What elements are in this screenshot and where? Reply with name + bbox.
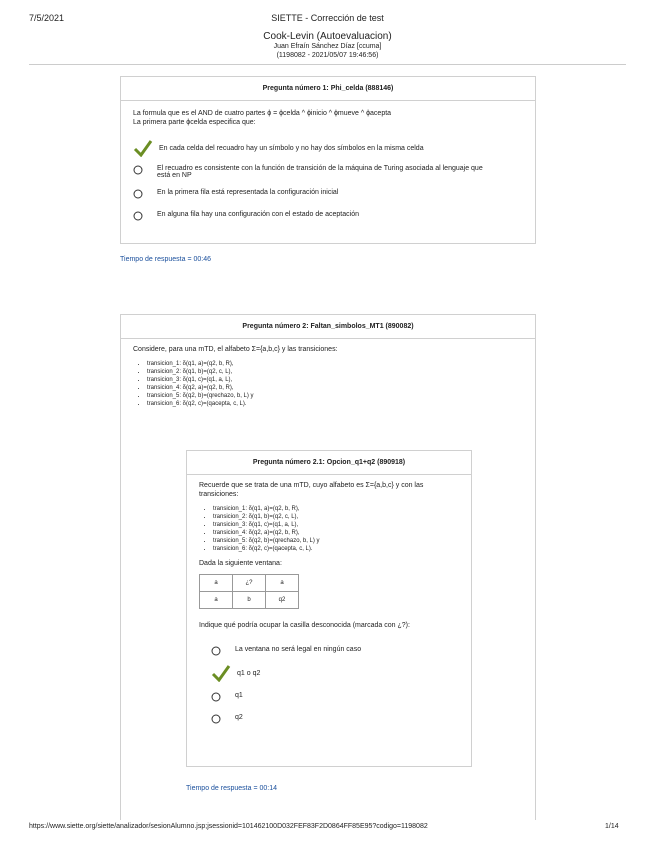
radio-icon[interactable] — [211, 714, 221, 724]
list-item: • transicion_3: δ(q1, c)=(q1, a, L), — [213, 521, 459, 529]
table-cell: ¿? — [233, 575, 266, 592]
question-2-heading: Pregunta número 2: Faltan_simbolos_MT1 (890082) — [121, 315, 535, 339]
radio-icon[interactable] — [211, 646, 221, 656]
page-title: SIETTE - Corrección de test — [271, 13, 384, 23]
table-cell: a — [266, 575, 299, 592]
test-name: Cook-Levin (Autoevaluacion) — [263, 31, 392, 42]
answer-option[interactable] — [211, 714, 459, 724]
response-time: Tiempo de respuesta = 00:46 — [120, 256, 211, 263]
question-1-box — [120, 76, 536, 244]
question-1-text: La formula que es el AND de cuatro partes ϕ = ϕcelda ^ ϕinicio ^ ϕmueve ^ ϕacepta — [133, 110, 392, 117]
correct-check-icon — [211, 664, 231, 682]
question-1-subtext: La primera parte ϕcelda especifica que: — [133, 119, 256, 126]
table-row — [200, 592, 299, 609]
answer-option[interactable] — [211, 664, 459, 682]
list-item: • transicion_6: δ(q2, c)=(qacepta, c, L). — [147, 400, 523, 408]
answer-option-label: q2 — [235, 714, 243, 721]
list-item: • transicion_4: δ(q2, a)=(q2, b, R), — [213, 529, 459, 537]
session-id-date: (1198082 - 2021/05/07 19:46:56) — [276, 52, 379, 59]
radio-icon[interactable] — [133, 165, 143, 175]
answer-option[interactable] — [133, 139, 523, 157]
list-item: • transicion_3: δ(q1, c)=(q1, a, L), — [147, 376, 523, 384]
list-item: • transicion_4: δ(q2, a)=(q2, b, R), — [147, 384, 523, 392]
answer-option-label: En cada celda del recuadro hay un símbolo y no hay dos símbolos en la misma celda — [159, 144, 424, 152]
student-name: Juan Efraín Sánchez Díaz [ccuma] — [273, 43, 382, 50]
correct-check-icon — [133, 139, 153, 157]
answer-option-label: En alguna fila hay una configuración con el estado de aceptación — [157, 211, 359, 218]
list-item: • transicion_5: δ(q2, b)=(qrechazo, b, L) y — [147, 392, 523, 400]
page-number: 1/14 — [605, 823, 619, 830]
list-item: • transicion_2: δ(q1, b)=(q2, c, L), — [213, 513, 459, 521]
table-cell: a — [200, 592, 233, 609]
question-1-heading: Pregunta número 1: Phi_celda (888146) — [121, 77, 535, 101]
print-date: 7/5/2021 — [29, 13, 65, 23]
list-item: • transicion_1: δ(q1, a)=(q2, b, R), — [213, 505, 459, 513]
question-2-1-box — [186, 450, 472, 767]
answer-option[interactable] — [211, 692, 459, 702]
answer-option-label: El recuadro es consistente con la función de transición de la máquina de Turing asociada al lenguaje que está en NP — [157, 165, 483, 179]
answer-option-label: La ventana no será legal en ningún caso — [235, 646, 362, 653]
window-label: Dada la siguiente ventana: — [199, 560, 282, 567]
answer-option-label: En la primera fila está representada la configuración inicial — [157, 189, 339, 196]
answer-option[interactable] — [211, 646, 459, 656]
table-cell: q2 — [266, 592, 299, 609]
table-row — [200, 575, 299, 592]
answer-option[interactable] — [133, 211, 523, 221]
list-item: • transicion_5: δ(q2, b)=(qrechazo, b, L) y — [213, 537, 459, 545]
answer-option-label: q1 — [235, 692, 243, 699]
question-2-1-text: Recuerde que se trata de una mTD, cuyo alfabeto es Σ={a,b,c} y con las transiciones: — [199, 482, 424, 498]
response-time: Tiempo de respuesta = 00:14 — [186, 785, 277, 792]
header-divider — [29, 64, 626, 65]
transition-list — [133, 360, 523, 408]
question-2-text: Considere, para una mTD, el alfabeto Σ={a,b,c} y las transiciones: — [133, 346, 338, 353]
question-prompt: Indique qué podría ocupar la casilla desconocida (marcada con ¿?): — [199, 622, 410, 629]
page-url: https://www.siette.org/siette/analizador/sesionAlumno.jsp;jsessionid=101462100D032FEF83F2D0864FF85E95?codigo=1198082 — [29, 823, 428, 830]
answer-option[interactable] — [133, 165, 523, 179]
radio-icon[interactable] — [211, 692, 221, 702]
window-table — [199, 574, 299, 609]
answer-option[interactable] — [133, 189, 523, 199]
question-2-1-heading: Pregunta número 2.1: Opcion_q1+q2 (890918) — [187, 451, 471, 475]
radio-icon[interactable] — [133, 211, 143, 221]
transition-list — [199, 505, 459, 553]
answer-option-label: q1 o q2 — [237, 669, 261, 677]
radio-icon[interactable] — [133, 189, 143, 199]
list-item: • transicion_2: δ(q1, b)=(q2, c, L), — [147, 368, 523, 376]
list-item: • transicion_1: δ(q1, a)=(q2, b, R), — [147, 360, 523, 368]
table-cell: b — [233, 592, 266, 609]
list-item: • transicion_6: δ(q2, c)=(qacepta, c, L). — [213, 545, 459, 553]
table-cell: a — [200, 575, 233, 592]
